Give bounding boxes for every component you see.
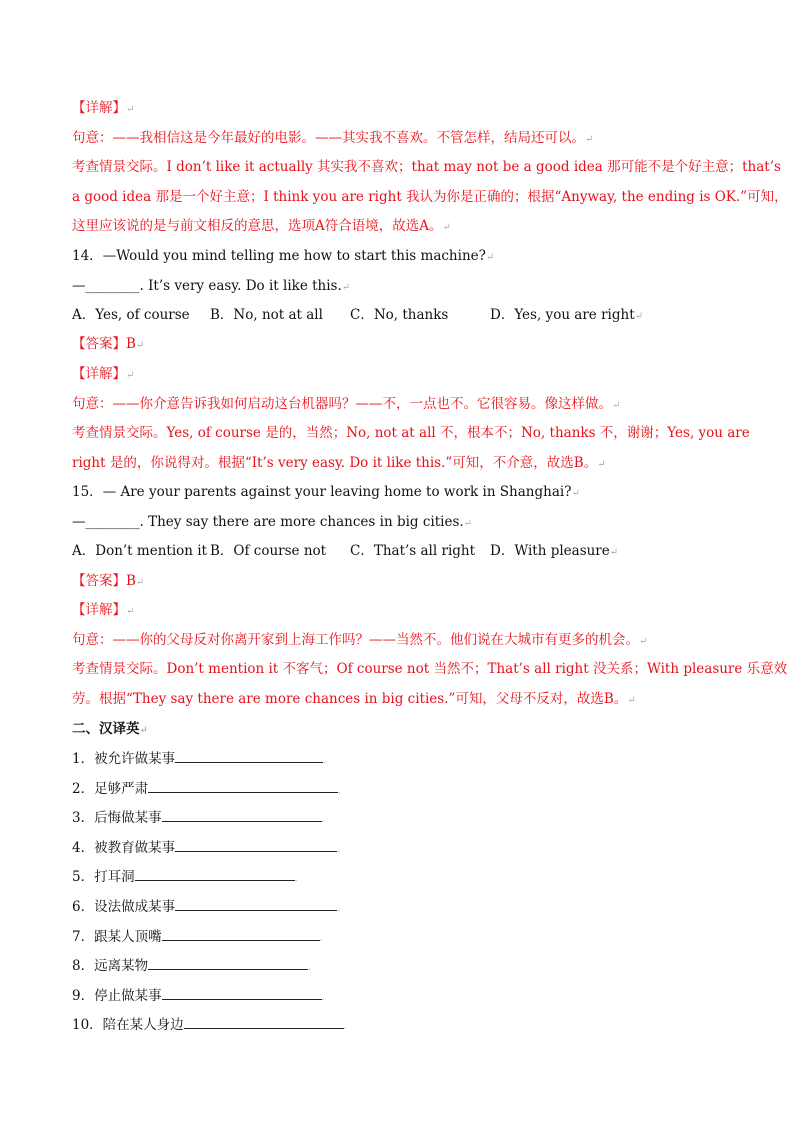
q15-analysis-line-2: 劳。根据“They say there are more chances in big cities.”可知，父母不反对，故选B。↵ bbox=[72, 691, 636, 707]
translation-item-5: 5．打耳洞 . bbox=[72, 866, 298, 889]
q14-option-c: C．No, thanks bbox=[350, 307, 449, 323]
answer-blank bbox=[148, 955, 308, 970]
translation-item-4: 4．被教育做某事 . bbox=[72, 837, 340, 860]
translation-item-8: 8．远离某物 . bbox=[72, 955, 311, 978]
q15-meaning: 句意：——你的父母反对你离开家到上海工作吗？——当然不。他们说在大城市有更多的机会。↵ bbox=[72, 632, 648, 648]
answer-blank bbox=[175, 837, 337, 852]
translation-item-1: 1．被允许做某事 . bbox=[72, 748, 326, 771]
q15-option-d: D．With pleasure bbox=[490, 543, 610, 559]
answer-blank bbox=[148, 778, 338, 793]
answer-blank bbox=[162, 807, 322, 822]
q13-analysis-line-3: 这里应该说的是与前文相反的意思，选项A符合语境，故选A。↵ bbox=[72, 218, 451, 234]
q15-reply: —________. They say there are more chances in big cities.↵ bbox=[72, 514, 473, 530]
q14-option-d: D．Yes, you are right bbox=[490, 307, 635, 323]
q15-option-b: B．Of course not bbox=[210, 543, 327, 559]
q14-option-b: B．No, not at all bbox=[210, 307, 323, 323]
answer-blank bbox=[162, 926, 320, 941]
translation-item-3: 3．后悔做某事 . bbox=[72, 807, 325, 830]
q14-detail-label: 【详解】↵ bbox=[72, 366, 135, 382]
q15-analysis-line-1: 考查情景交际。Don’t mention it 不客气；Of course not 当然不；That’s all right 没关系；With pleasure 乐意效 bbox=[72, 661, 788, 677]
q14-option-a: A．Yes, of course bbox=[72, 307, 190, 323]
q14-analysis-line-2: right 是的，你说得对。根据“It’s very easy. Do it like this.”可知，不介意，故选B。↵ bbox=[72, 455, 606, 471]
translation-item-9: 9．停止做某事 . bbox=[72, 985, 325, 1008]
q14-answer: 【答案】B↵ bbox=[72, 336, 145, 352]
answer-blank bbox=[184, 1014, 344, 1029]
translation-item-2: 2．足够严肃 . bbox=[72, 778, 341, 801]
q14-analysis-line-1: 考查情景交际。Yes, of course 是的，当然；No, not at all 不，根本不；No, thanks 不，谢谢；Yes, you are bbox=[72, 425, 750, 441]
answer-blank bbox=[135, 866, 295, 881]
q14-options: A．Yes, of course B．No, not at all C．No, thanks D．Yes, you are right↵ bbox=[72, 307, 644, 323]
q15-option-a: A．Don’t mention it bbox=[72, 543, 207, 559]
q15-option-c: C．That’s all right bbox=[350, 543, 476, 559]
answer-blank bbox=[162, 985, 322, 1000]
translation-item-7: 7．跟某人顶嘴 . bbox=[72, 926, 323, 949]
q15-detail-label: 【详解】↵ bbox=[72, 602, 135, 618]
q13-analysis-line-1: 考查情景交际。I don’t like it actually 其实我不喜欢；that may not be a good idea 那可能不是个好主意；that’s bbox=[72, 159, 781, 175]
translation-item-10: 10．陪在某人身边 . bbox=[72, 1014, 347, 1037]
translation-item-6: 6．设法做成某事 . bbox=[72, 896, 340, 919]
q15-answer: 【答案】B↵ bbox=[72, 573, 145, 589]
section-title: 二、汉译英↵ bbox=[72, 721, 148, 737]
q14-reply: —________. It’s very easy. Do it like this.↵ bbox=[72, 278, 351, 294]
q13-analysis-line-2: a good idea 那是一个好主意；I think you are right 我认为你是正确的；根据“Anyway, the ending is OK.”可知， bbox=[72, 189, 788, 205]
q14-meaning: 句意：——你介意告诉我如何启动这台机器吗？——不，一点也不。它很容易。像这样做。↵ bbox=[72, 396, 621, 412]
q14-stem: 14．—Would you mind telling me how to start this machine?↵ bbox=[72, 248, 495, 264]
q15-options: A．Don’t mention it B．Of course not C．That’s all right D．With pleasure↵ bbox=[72, 543, 619, 559]
answer-blank bbox=[175, 748, 323, 763]
q15-stem: 15．— Are your parents against your leaving home to work in Shanghai?↵ bbox=[72, 484, 580, 500]
answer-blank bbox=[175, 896, 337, 911]
q13-meaning: 句意：——我相信这是今年最好的电影。——其实我不喜欢。不管怎样，结局还可以。↵ bbox=[72, 130, 594, 146]
q13-detail-label: 【详解】↵ bbox=[72, 100, 135, 116]
